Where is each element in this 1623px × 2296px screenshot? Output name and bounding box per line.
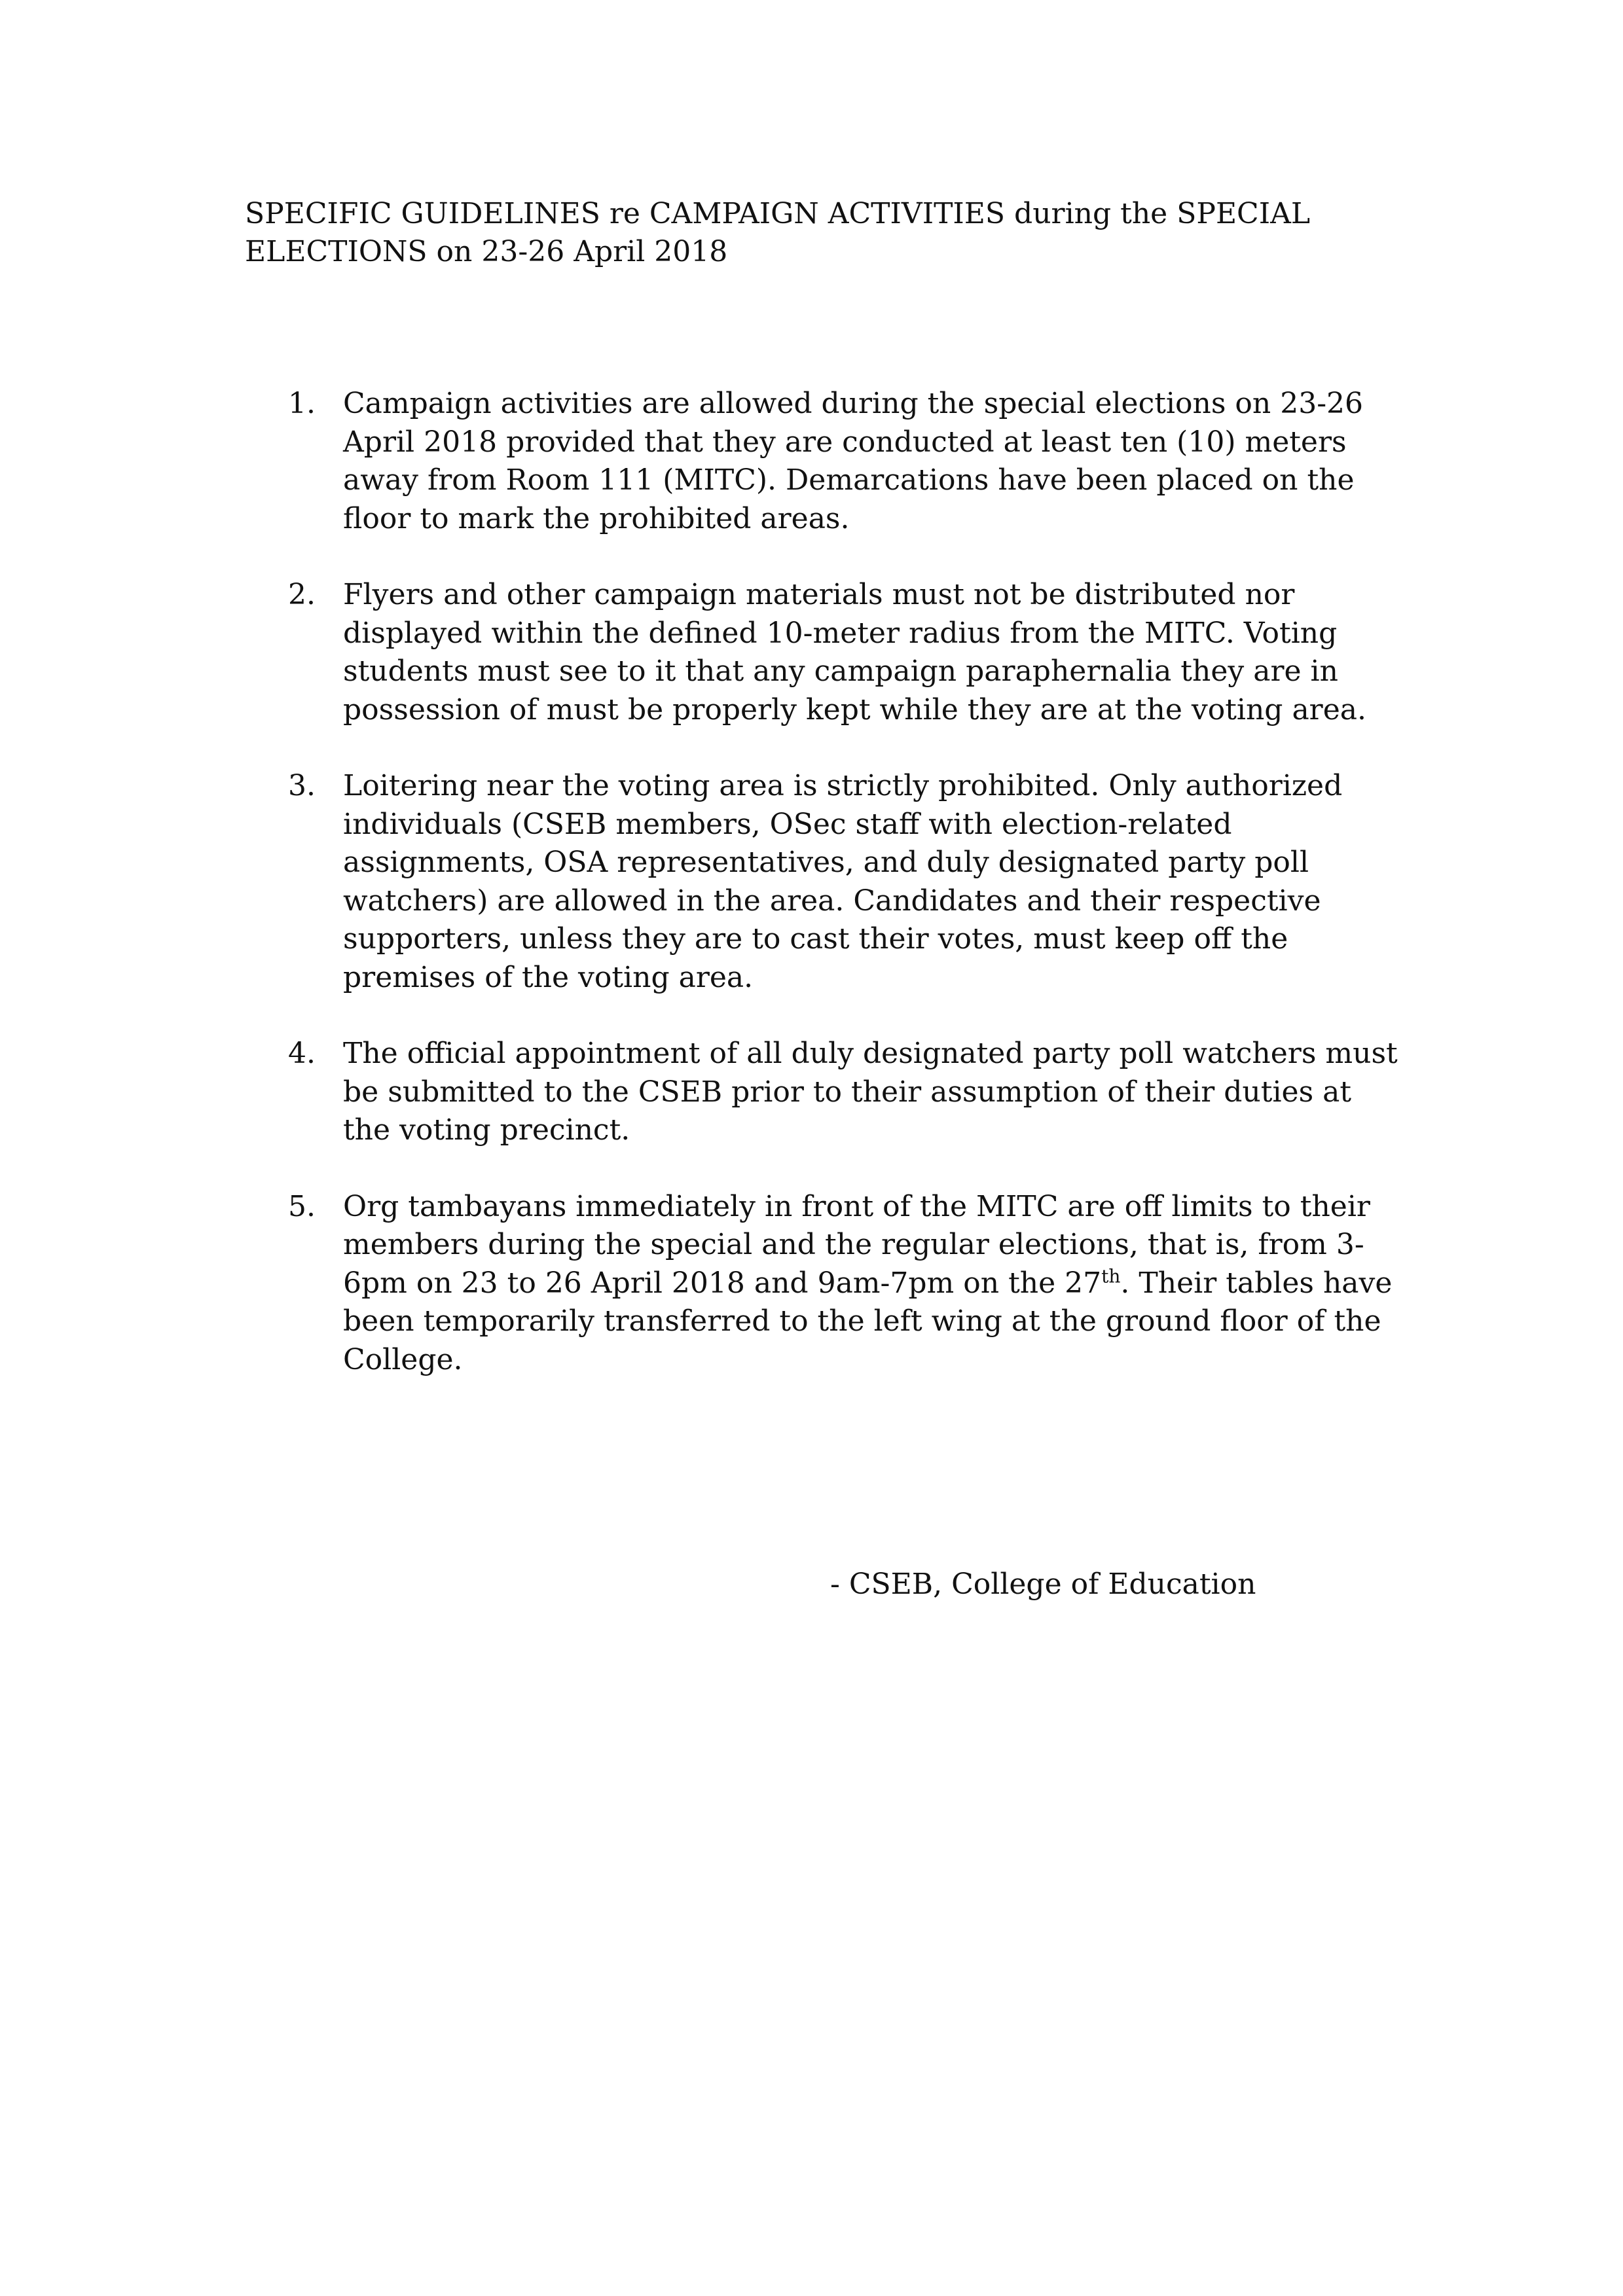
guideline-number-3: 3. bbox=[288, 769, 316, 802]
guideline-number-5: 5. bbox=[288, 1189, 316, 1223]
guideline-text-1: Campaign activities are allowed during the special elections on 23-26 April 2018 provided that they are conducted at least ten (10) meters away from Room 111 (MITC). Demarcations have been placed on the floor to mark the prohibited areas. bbox=[343, 387, 1364, 535]
ordinal-superscript: th bbox=[1101, 1265, 1121, 1287]
guideline-text-2: Flyers and other campaign materials must not be distributed nor displayed within the defined 10-meter radius from the MITC. Voting students must see to it that any campaign paraphernalia they are in possession of must be properly kept while they are at the voting area. bbox=[343, 578, 1366, 726]
signature: - CSEB, College of Education bbox=[830, 1568, 1256, 1601]
guideline-text-5-before-superscript: Org tambayans immediately in front of the MITC are off limits to their members during the special and the regular elections, that is, from 3-6pm on 23 to 26 April 2018 and 9am-7pm on the 27 bbox=[343, 1189, 1370, 1300]
guidelines-list bbox=[288, 385, 1401, 1417]
guideline-number-2: 2. bbox=[288, 578, 316, 611]
guideline-item-2 bbox=[288, 576, 1401, 729]
guideline-text-3: Loitering near the voting area is strictly prohibited. Only authorized individuals (CSEB members, OSec staff with election-related assignments, OSA representatives, and duly designated party poll watchers) are allowed in the area. Candidates and their respective supporters, unless they are to cast their votes, must keep off the premises of the voting area. bbox=[343, 769, 1343, 994]
guideline-item-3 bbox=[288, 767, 1401, 997]
guideline-text-5 bbox=[343, 1188, 1401, 1380]
guideline-item-4 bbox=[288, 1035, 1401, 1150]
document-title bbox=[245, 195, 1358, 271]
guideline-number-1: 1. bbox=[288, 387, 316, 420]
guideline-item-1 bbox=[288, 385, 1401, 538]
guideline-item-5 bbox=[288, 1188, 1401, 1380]
guideline-text-4: The official appointment of all duly designated party poll watchers must be submitted to the CSEB prior to their assumption of their duties at the voting precinct. bbox=[343, 1037, 1398, 1147]
guideline-number-4: 4. bbox=[288, 1037, 316, 1070]
guideline-text-5-after-superscript: . Their tables have been temporarily transferred to the left wing at the ground floor of the College. bbox=[343, 1266, 1393, 1376]
title-line-1: SPECIFIC GUIDELINES re CAMPAIGN ACTIVITIES during the SPECIAL bbox=[245, 197, 1311, 230]
title-line-2: ELECTIONS on 23-26 April 2018 bbox=[245, 235, 728, 268]
